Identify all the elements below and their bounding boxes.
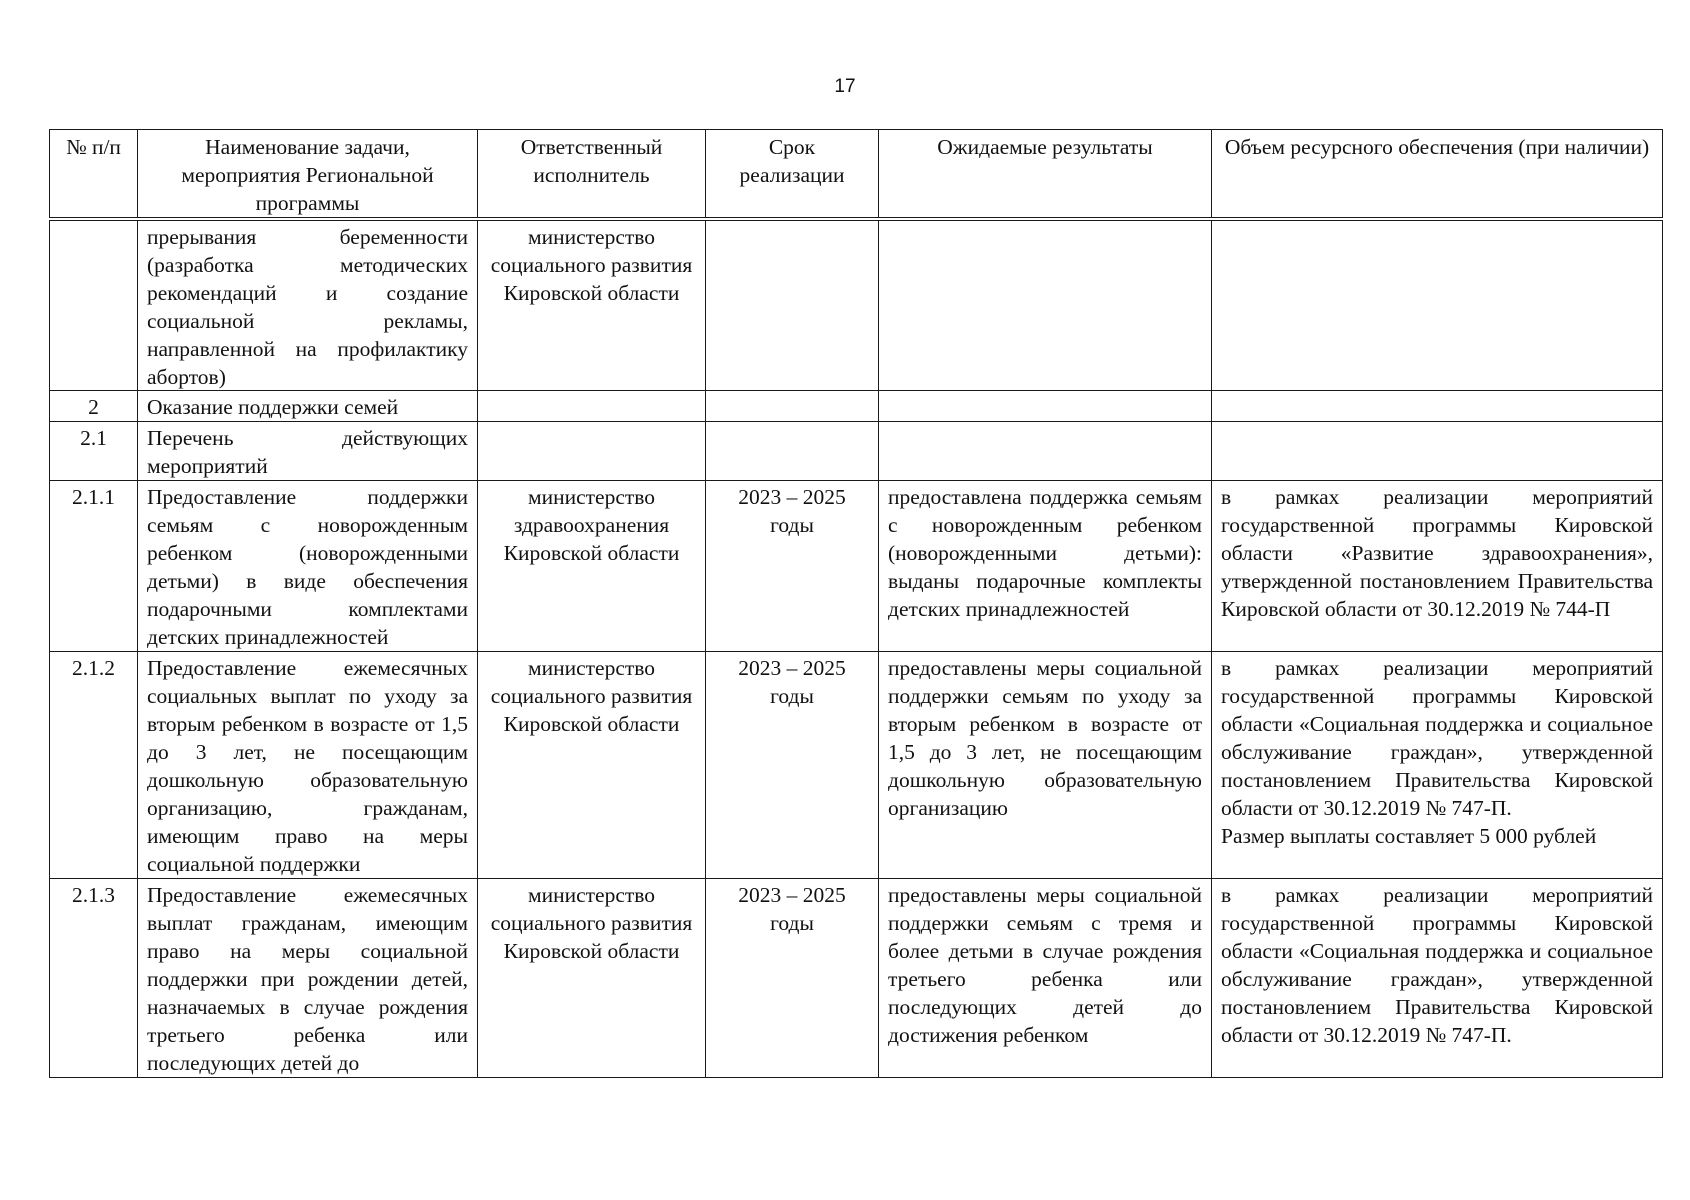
cell-resources (1212, 219, 1663, 391)
header-resources: Объем ресурсного обеспечения (при наличии) (1212, 130, 1663, 220)
table-header-row (50, 130, 1663, 220)
cell-num: 2.1 (50, 422, 138, 481)
cell-resources-text: в рамках реализации мероприятий государственной программы Кировской области «Развитие здравоохранения», утвержденной постановлением Правительства Кировской области от 30.12.2019 № 744-П (1221, 485, 1653, 621)
table-row (50, 219, 1663, 391)
table-row (50, 422, 1663, 481)
cell-task-text: Предоставление ежемесячных выплат гражданам, имеющим право на меры социальной поддержки при рождении детей, назначаемых в случае рождения третьего ребенка или последующих детей до (147, 883, 468, 1075)
cell-results (879, 879, 1212, 1078)
cell-resources (1212, 879, 1663, 1078)
cell-term (706, 422, 879, 481)
cell-responsible: министерство здравоохранения Кировской области (478, 481, 706, 652)
cell-resources-extra: Размер выплаты составляет 5 000 рублей (1221, 824, 1597, 848)
cell-results (879, 219, 1212, 391)
cell-resources (1212, 652, 1663, 879)
header-term: Срок реализации (706, 130, 879, 220)
table-row (50, 652, 1663, 879)
header-num: № п/п (50, 130, 138, 220)
cell-resources-text: в рамках реализации мероприятий государственной программы Кировской области «Социальная поддержка и социальное обслуживание граждан», утвержденной постановлением Правительства Кировской области от 30.12.2019 № 747-П. (1221, 883, 1653, 1047)
cell-results (879, 422, 1212, 481)
cell-task (138, 219, 478, 391)
measures-table (49, 129, 1663, 1078)
cell-responsible: министерство социального развития Кировской области (478, 879, 706, 1078)
cell-term: 2023 – 2025 годы (706, 652, 879, 879)
cell-term (706, 219, 879, 391)
cell-resources (1212, 481, 1663, 652)
cell-num (50, 219, 138, 391)
cell-responsible (478, 391, 706, 422)
header-responsible: Ответственный исполнитель (478, 130, 706, 220)
cell-responsible (478, 422, 706, 481)
cell-num: 2.1.1 (50, 481, 138, 652)
cell-term: 2023 – 2025 годы (706, 481, 879, 652)
cell-results: предоставлена поддержка семьям с новорожденным ребенком (новорожденными детьми): выданы подарочные комплекты детских принадлежностей (879, 481, 1212, 652)
cell-resources (1212, 391, 1663, 422)
cell-task: Оказание поддержки семей (138, 391, 478, 422)
cell-responsible: министерство социального развития Кировской области (478, 652, 706, 879)
cell-term: 2023 – 2025 годы (706, 879, 879, 1078)
cell-responsible: министерство социального развития Кировской области (478, 219, 706, 391)
cell-results-text: предоставлены меры социальной поддержки семьям с тремя и более детьми в случае рождения третьего ребенка или последующих детей до достижения ребенком (888, 883, 1202, 1047)
cell-results (879, 391, 1212, 422)
cell-resources (1212, 422, 1663, 481)
cell-term (706, 391, 879, 422)
table-row (50, 481, 1663, 652)
cell-task: Предоставление ежемесячных социальных выплат по уходу за вторым ребенком в возрасте от 1,5 до 3 лет, не посещающим дошкольную образовательную организацию, гражданам, имеющим право на меры социальной поддержки (138, 652, 478, 879)
table-row (50, 879, 1663, 1078)
table-row (50, 391, 1663, 422)
cell-task: Перечень действующих мероприятий (138, 422, 478, 481)
header-results: Ожидаемые результаты (879, 130, 1212, 220)
cell-task (138, 879, 478, 1078)
page-number: 17 (834, 76, 856, 97)
cell-task: Предоставление поддержки семьям с новорожденным ребенком (новорожденными детьми) в виде обеспечения подарочными комплектами детских принадлежностей (138, 481, 478, 652)
cell-num: 2.1.3 (50, 879, 138, 1078)
header-task: Наименование задачи, мероприятия Региональной программы (138, 130, 478, 220)
cell-resources-text: в рамках реализации мероприятий государственной программы Кировской области «Социальная поддержка и социальное обслуживание граждан», утвержденной постановлением Правительства Кировской области от 30.12.2019 № 747-П. (1221, 656, 1653, 820)
cell-task-text: прерывания беременности (разработка методических рекомендаций и создание социальной рекламы, направленной на профилактику абортов) (147, 225, 468, 389)
cell-num: 2 (50, 391, 138, 422)
cell-num: 2.1.2 (50, 652, 138, 879)
cell-results: предоставлены меры социальной поддержки семьям по уходу за вторым ребенком в возрасте от 1,5 до 3 лет, не посещающим дошкольную образовательную организацию (879, 652, 1212, 879)
